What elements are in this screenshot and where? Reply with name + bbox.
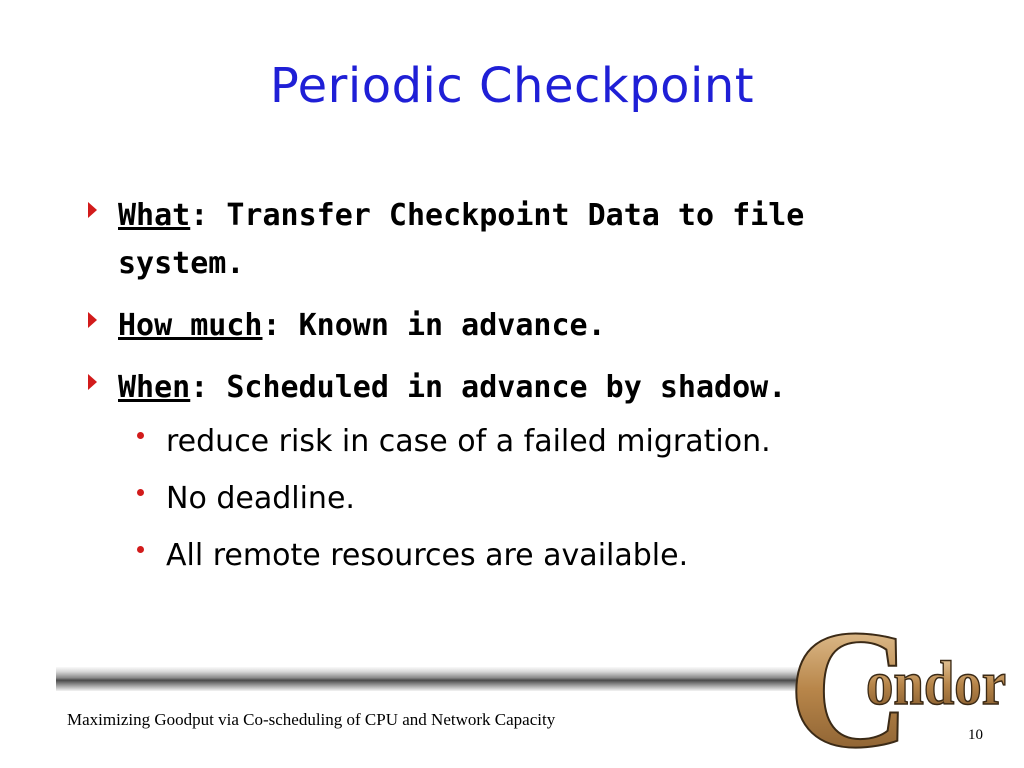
- bullet-item: [88, 302, 948, 350]
- footer-divider-bar: [56, 667, 804, 691]
- footer-text: Maximizing Goodput via Co-scheduling of CPU and Network Capacity: [67, 710, 556, 729]
- sub-bullet-item: [88, 473, 948, 525]
- logo-big-letter: C: [788, 606, 911, 756]
- bullet-keyword: When: [118, 370, 191, 405]
- dot-bullet-icon: [137, 489, 144, 496]
- bullet-list: [88, 192, 948, 587]
- page-number: 10: [968, 727, 983, 743]
- bullet-keyword: How much: [118, 308, 263, 343]
- sub-bullet-text: All remote resources are available.: [166, 538, 689, 573]
- bullet-keyword: What: [118, 198, 191, 233]
- sub-bullet-text: reduce risk in case of a failed migration.: [166, 424, 771, 459]
- bullet-text: : Transfer Checkpoint Data to file system.: [118, 198, 805, 281]
- sub-bullet-item: [88, 416, 948, 468]
- dot-bullet-icon: [137, 546, 144, 553]
- triangle-bullet-icon: [88, 202, 97, 218]
- bullet-text: : Known in advance.: [262, 308, 606, 343]
- bullet-text: : Scheduled in advance by shadow.: [190, 370, 787, 405]
- bullet-item: [88, 192, 948, 288]
- sub-bullet-item: [88, 530, 948, 582]
- triangle-bullet-icon: [88, 312, 97, 328]
- sub-bullet-text: No deadline.: [166, 481, 355, 516]
- triangle-bullet-icon: [88, 374, 97, 390]
- slide-title: Periodic Checkpoint: [269, 58, 755, 114]
- dot-bullet-icon: [137, 432, 144, 439]
- logo-text: ondor: [866, 650, 1006, 718]
- bullet-item: [88, 364, 948, 412]
